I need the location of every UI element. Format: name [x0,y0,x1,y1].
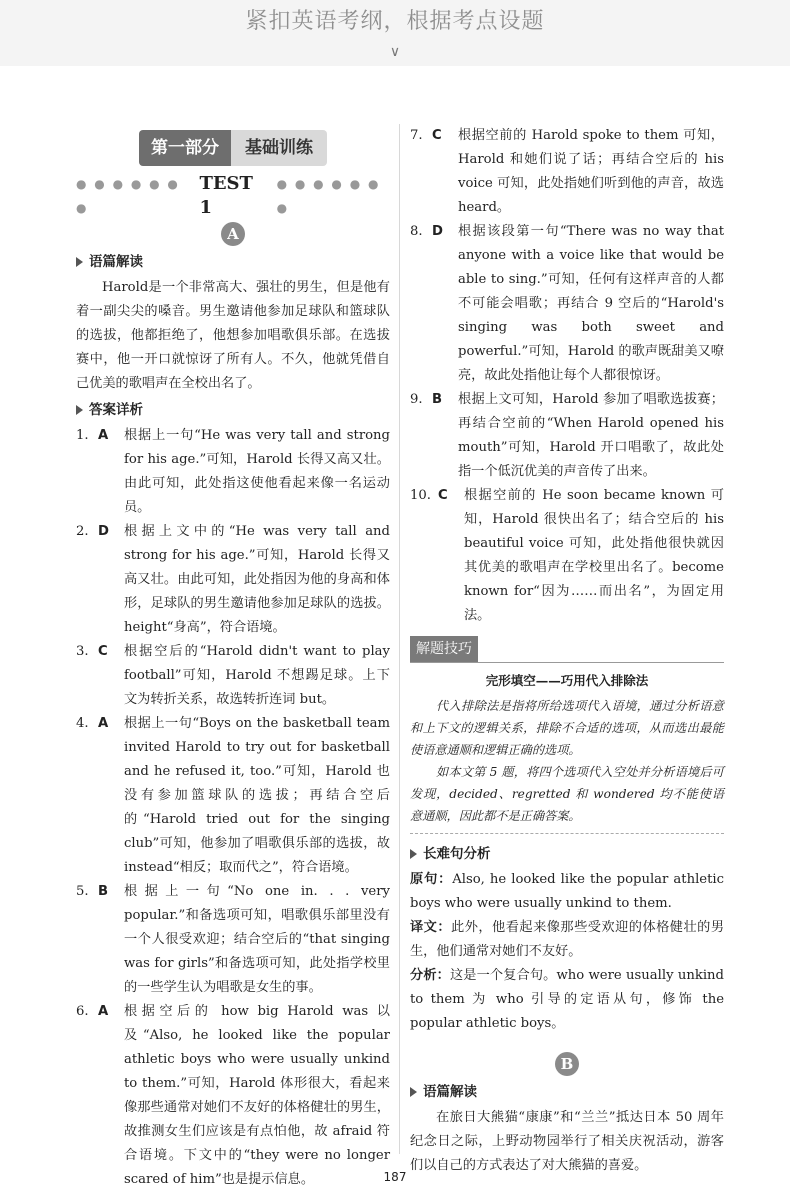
answer-explanation: 根据上一句“He was very tall and strong for his age.”可知，Harold 长得又高又壮。由此可知，此处指这使他看起来像一名运动员。 [124,428,390,515]
answer-number: 1. [76,428,89,443]
triangle-bullet-icon [410,849,417,859]
original-label: 原句： [410,872,453,887]
section-heading [410,842,724,866]
translation-text: 此外，他看起来像那些受欢迎的体格健壮的男生，他们通常对她们不友好。 [410,920,725,959]
answer-number: 6. [76,1004,89,1019]
answer-explanation: 根据上文可知，Harold 参加了唱歌选拔赛；再结合空前的“When Harold opened his mouth”可知，Harold 开口唱歌了，故此处指一个低沉优美的声音传了出来。 [458,392,724,479]
answer-item [76,880,390,1000]
part-label: 第一部分 [139,130,231,166]
answer-key: A [98,1004,109,1019]
test-title-text: TEST 1 [199,173,253,218]
answer-item [76,1000,390,1192]
answer-item [410,484,724,628]
answer-explanation: 根据空后的 how big Harold was 以及“Also, he looked like the popular athletic boys who were usually unkind to them.”可知，Harold 体形很大，看起来像那些通常对她们不友好的体格健壮的男生，故推测女生们应该是有点怕他，故 afraid 符合语境。下文中的“they were no longer scared of him”也是提示信息。 [124,1004,390,1187]
passage-summary-b: 在旅日大熊猫“康康”和“兰兰”抵达日本 50 周年纪念日之际，上野动物园举行了相关庆祝活动，游客们以自己的方式表达了对大熊猫的喜爱。 [410,1110,724,1173]
tip-tag: 解题技巧 [410,636,478,662]
tip-paragraph: 代入排除法是指将所给选项代入语境，通过分析语意和上下文的逻辑关系，排除不合适的选项，从而选出最能使语意通顺和逻辑正确的选项。 [410,699,724,757]
answer-explanation: 根据空后的“Harold didn't want to play football”可知，Harold 不想踢足球。上下文为转折关系，故选转折连词 but。 [124,644,390,707]
answer-key: C [438,488,448,503]
section-heading [76,250,390,274]
answer-number: 8. [410,224,423,239]
answer-number: 7. [410,128,423,143]
analysis-label: 分析： [410,968,450,983]
column-divider [399,124,400,1154]
answer-number: 4. [76,716,89,731]
answer-explanation: 根据空前的 Harold spoke to them 可知，Harold 和她们说了话；再结合空后的 his voice 可知，此处指她们听到他的声音，故选 heard。 [458,128,724,215]
answer-item [76,520,390,640]
section-heading-text: 语篇解读 [89,254,143,270]
answer-key: A [98,716,109,731]
answer-item [76,712,390,880]
analysis [410,964,724,1036]
answer-number: 10. [410,488,431,503]
answer-item [410,220,724,388]
passage-summary: Harold是一个非常高大、强壮的男生，但是他有着一副尖尖的嗓音。男生邀请他参加足球队和篮球队的选拔，他都拒绝了，他想参加唱歌俱乐部。在选拔赛中，他一开口就惊讶了所有人。不久，他就凭借自己优美的歌唱声在全校出名了。 [76,280,390,391]
chevron-down-icon: ∨ [389,44,401,60]
answer-item [76,424,390,520]
section-heading-text: 答案详析 [89,402,143,418]
section-a-badge: A [221,222,245,246]
page-number: 187 [383,1170,407,1184]
answer-number: 2. [76,524,89,539]
answer-explanation: 根据上一句“No one in. . . very popular.”和备选项可知，唱歌俱乐部里没有一个人很受欢迎；结合空后的“that singing was for girls”和备选项可知，此处指学校里的一些学生认为唱歌是女生的事。 [124,884,390,995]
answer-explanation: 根据空前的 He soon became known 可知，Harold 很快出名了；结合空后的 his beautiful voice 可知，此处指他很快就因其优美的歌唱声在学校里出名了。become known for“因为……而出名”，为固定用法。 [464,488,724,623]
running-title: 紧扣英语考纲，根据考点设题 [245,9,545,34]
answer-item [410,124,724,220]
answer-number: 9. [410,392,423,407]
original-text: Also, he looked like the popular athletic boys who were usually unkind to them. [410,872,724,911]
left-column [76,124,390,1192]
answer-key: B [432,392,443,407]
answer-key: C [432,128,442,143]
tip-title: 完形填空——巧用代入排除法 [485,673,649,688]
part-title: 基础训练 [231,130,327,166]
answer-item [76,640,390,712]
section-heading [76,398,390,422]
answer-explanation: 根据该段第一句“There was no way that anyone with a voice like that would be able to sing.”可知，任何有这样声音的人都不可能会唱歌；再结合 9 空后的“Harold's singing was both sweet and powerful.”可知，Harold 的歌声既甜美又嘹亮，故此处指他让每个人都很惊讶。 [458,224,724,383]
triangle-bullet-icon [76,405,83,415]
triangle-bullet-icon [76,257,83,267]
answer-number: 5. [76,884,89,899]
section-heading-text: 长难句分析 [423,846,491,862]
answer-key: D [98,524,109,539]
section-b-badge: B [555,1052,579,1076]
translation [410,916,724,964]
tip-header [410,636,724,663]
dots-right: ● ● ● ● ● ● ● [276,177,381,215]
analysis-text: 这是一个复合句。who were usually unkind to them 为 who 引导的定语从句，修饰 the popular athletic boys。 [410,968,724,1031]
answer-number: 3. [76,644,89,659]
part-banner [76,130,390,166]
translation-label: 译文： [410,920,452,935]
triangle-bullet-icon [410,1087,417,1097]
dots-left: ● ● ● ● ● ● ● [76,177,180,215]
section-heading [410,1080,724,1104]
answer-explanation: 根据上文中的“He was very tall and strong for his age.”可知，Harold 长得又高又壮。由此可知，此处指因为他的身高和体形，足球队的男生邀请他参加足球队的选拔。height“身高”，符合语境。 [124,524,390,635]
right-column [410,124,724,1178]
section-heading-text: 语篇解读 [423,1084,477,1100]
original-sentence [410,868,724,916]
answer-key: C [98,644,108,659]
answer-key: D [432,224,443,239]
answer-key: B [98,884,109,899]
answer-item [410,388,724,484]
tip-paragraph: 如本文第 5 题，将四个选项代入空处并分析语境后可发现，decided、regretted 和 wondered 均不能使语意通顺，因此都不是正确答案。 [410,765,724,823]
answer-explanation: 根据上一句“Boys on the basketball team invited Harold to try out for basketball and he refused it, too.”可知，Harold 也没有参加篮球队的选拔；再结合空后的“Harold tried out for the singing club”可知，他参加了唱歌俱乐部的选拔，故 instead“相反；取而代之”，符合语境。 [124,716,390,875]
tip-box [410,669,724,834]
answer-key: A [98,428,109,443]
test-title [76,173,390,218]
